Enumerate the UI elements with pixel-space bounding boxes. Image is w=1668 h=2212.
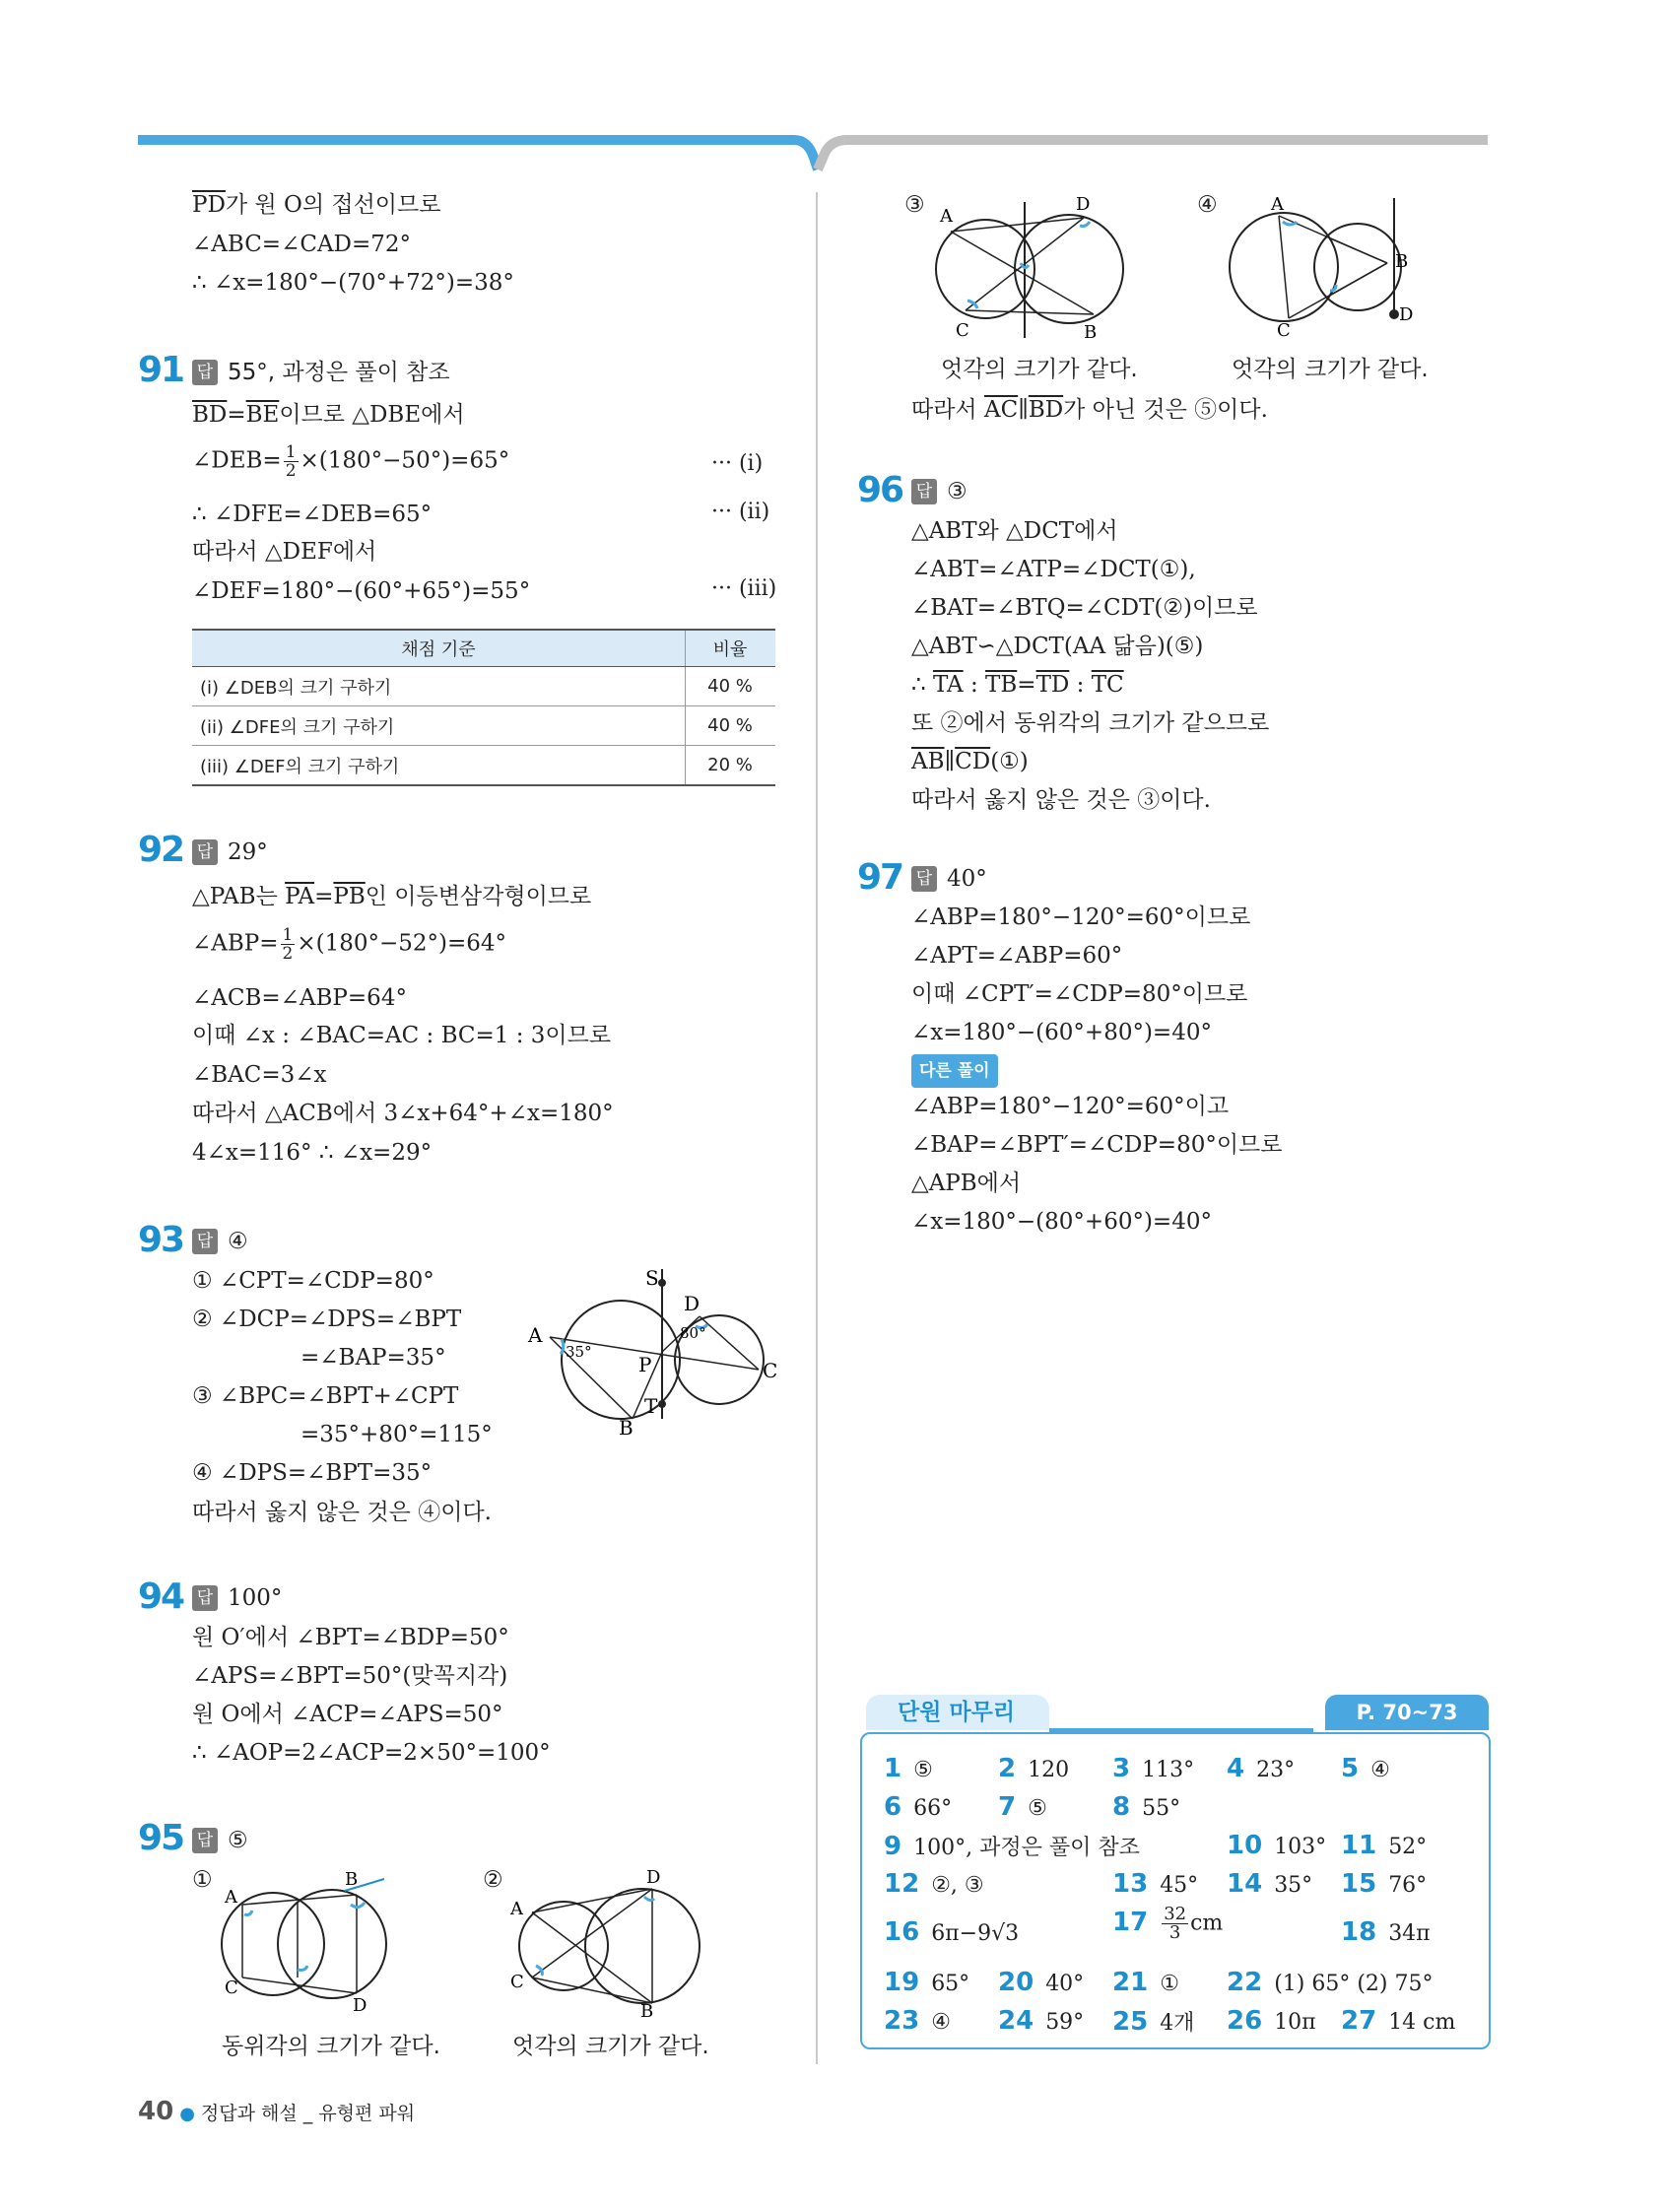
answer-badge: 답 [192, 839, 218, 865]
step-mark-3: ··· (iii) [711, 576, 777, 601]
p93-line-2: ② ∠DCP=∠DPS=∠BPT [192, 1307, 462, 1332]
p91-line-2: ∠DEB= $\frac{1}{2}$ ×(180°−50°)=65° [192, 442, 510, 481]
p94-line-4: ∴ ∠AOP=2∠ACP=2×50°=100° [192, 1740, 551, 1766]
p96-line-2: ∠ABT=∠ATP=∠DCT(①), [911, 557, 1196, 582]
summary-answer: 8 55° [1112, 1792, 1181, 1822]
problem-number-91: 91 [138, 350, 184, 390]
summary-answer: 6 66° [884, 1792, 953, 1822]
fig1-number: ① [192, 1867, 213, 1893]
svg-text:D: D [353, 1995, 367, 2016]
fig1-caption: 동위각의 크기가 같다. [222, 2034, 440, 2059]
fig-label-D: D [684, 1292, 701, 1315]
summary-answer: 24 59° [998, 2006, 1085, 2036]
table-header: 비율 [686, 630, 776, 667]
answer-badge: 답 [192, 360, 218, 385]
page-number: 40 [138, 2097, 174, 2126]
summary-answer: 20 40° [998, 1968, 1085, 1997]
answer-91: 답 55°, 과정은 풀이 참조 [192, 358, 450, 387]
svg-text:B: B [345, 1869, 359, 1890]
p94-line-1: 원 O′에서 ∠BPT=∠BDP=50° [192, 1625, 509, 1650]
summary-answer: 11 52° [1341, 1831, 1428, 1860]
grading-table [192, 629, 775, 786]
answer-92: 답 29° [192, 838, 268, 867]
problem-number-94: 94 [138, 1576, 184, 1617]
summary-answer: 2 120 [998, 1754, 1070, 1783]
svg-text:B: B [640, 2001, 654, 2022]
summary-answer: 17 $\frac{32}{3}$ cm [1112, 1904, 1224, 1943]
problem-number-96: 96 [857, 470, 903, 510]
problem-number-97: 97 [857, 857, 903, 898]
p97-line-5: ∠ABP=180°−120°=60°이고 [911, 1094, 1230, 1119]
figure-option-4 [1220, 192, 1446, 340]
summary-answer: 14 35° [1227, 1869, 1313, 1899]
summary-answer: 21 ① [1112, 1968, 1179, 1997]
p95-conclusion: 따라서 $\overline{AC}\parallel\overline{BD}$가 아닌 것은 ⑤이다. [911, 397, 1268, 423]
alt-solution-label: 다른 풀이 [911, 1054, 998, 1088]
p91-line-4: 따라서 △DEF에서 [192, 539, 377, 565]
p96-line-5: ∴ $\overline{TA}$ : $\overline{TB}=\overline{TD}$ : $\overline{TC}$ [911, 672, 1124, 698]
summary-answer: 4 23° [1227, 1754, 1296, 1783]
table-row: (iii) ∠DEF의 크기 구하기 20 % [192, 746, 775, 786]
p97-line-1: ∠ABP=180°−120°=60°이므로 [911, 905, 1251, 930]
p97-line-7: △APB에서 [911, 1171, 1022, 1196]
svg-text:B: B [1084, 322, 1098, 343]
table-row: (ii) ∠DFE의 크기 구하기 40 % [192, 706, 775, 746]
svg-text:D: D [1399, 304, 1414, 325]
step-mark-1: ··· (i) [711, 451, 764, 476]
fig2-number: ② [483, 1867, 503, 1893]
svg-text:C: C [225, 1977, 238, 1998]
answer-95: 답 ⑤ [192, 1826, 248, 1855]
top-line-2: ∠ABC=∠CAD=72° [192, 232, 412, 257]
p93-line-1: ① ∠CPT=∠CDP=80° [192, 1268, 434, 1294]
answer-93: 답 ④ [192, 1227, 248, 1256]
p92-line-2: ∠ABP= $\frac{1}{2}$ ×(180°−52°)=64° [192, 925, 507, 964]
summary-answer: 3 113° [1112, 1754, 1195, 1783]
p97-line-3: 이때 ∠CPT′=∠CDP=80°이므로 [911, 981, 1248, 1007]
p97-line-2: ∠APT=∠ABP=60° [911, 943, 1123, 969]
p93-line-7: 따라서 옳지 않은 것은 ④이다. [192, 1500, 492, 1525]
unit-summary-box [860, 1695, 1493, 2049]
answer-badge: 답 [192, 1229, 218, 1254]
top-line-3: ∴ ∠x=180°−(70°+72°)=38° [192, 270, 514, 296]
fig4-number: ④ [1197, 192, 1218, 218]
problem-number-93: 93 [138, 1220, 184, 1260]
fig-label-C: C [763, 1359, 778, 1382]
step-mark-2: ··· (ii) [711, 500, 770, 524]
unit-summary-title: 단원 마무리 [866, 1695, 1049, 1730]
summary-answer: 18 34π [1341, 1917, 1431, 1947]
p92-line-3: ∠ACB=∠ABP=64° [192, 985, 407, 1011]
answer-94: 답 100° [192, 1583, 282, 1613]
fig-angle-80: 80° [680, 1324, 706, 1342]
fig-label-P: P [638, 1353, 652, 1376]
summary-answer: 1 ⑤ [884, 1754, 933, 1783]
unit-summary-pages: P. 70~73 [1325, 1695, 1489, 1730]
p92-line-4: 이때 ∠x : ∠BAC=AC : BC=1 : 3이므로 [192, 1023, 612, 1048]
summary-answer: 19 65° [884, 1968, 970, 1997]
footer-text: 정답과 해설 _ 유형편 파워 [200, 2103, 416, 2124]
summary-answer: 23 ④ [884, 2006, 951, 2036]
summary-answer: 10 103° [1227, 1831, 1327, 1860]
figure-option-1 [219, 1867, 396, 2016]
bullet-icon: ● [179, 2104, 195, 2124]
p94-line-3: 원 O에서 ∠ACP=∠APS=50° [192, 1702, 503, 1727]
summary-answer: 7 ⑤ [998, 1792, 1047, 1822]
p92-line-6: 따라서 △ACB에서 3∠x+64°+∠x=180° [192, 1101, 614, 1126]
p96-line-8: 따라서 옳지 않은 것은 ③이다. [911, 787, 1211, 813]
svg-text:A: A [940, 206, 953, 227]
table-row: (i) ∠DEB의 크기 구하기 40 % [192, 667, 775, 706]
tangent-circles-figure [522, 1261, 788, 1439]
p94-line-2: ∠APS=∠BPT=50°(맞꼭지각) [192, 1663, 508, 1689]
summary-answer: 15 76° [1341, 1869, 1428, 1899]
answer-badge: 답 [192, 1585, 218, 1611]
svg-text:D: D [646, 1867, 661, 1888]
svg-text:A: A [510, 1899, 523, 1919]
column-divider [816, 192, 818, 2064]
svg-text:A: A [1271, 194, 1284, 215]
table-header: 채점 기준 [192, 630, 686, 667]
answer-badge: 답 [911, 479, 937, 504]
p91-line-1: $\overline{BD}=\overline{BE}$이므로 △DBE에서 [192, 402, 465, 428]
summary-answer: 26 10π [1227, 2006, 1316, 2036]
fig-label-S: S [645, 1266, 659, 1290]
fig-angle-35: 35° [566, 1343, 592, 1361]
p96-line-1: △ABT와 △DCT에서 [911, 518, 1118, 544]
svg-text:C: C [510, 1972, 524, 1992]
p97-line-6: ∠BAP=∠BPT′=∠CDP=80°이므로 [911, 1132, 1283, 1158]
p92-line-5: ∠BAC=3∠x [192, 1062, 327, 1088]
problem-number-95: 95 [138, 1818, 184, 1858]
figure-option-2 [504, 1867, 701, 2022]
svg-text:D: D [1076, 194, 1091, 215]
summary-answer: 27 14 cm [1341, 2006, 1456, 2036]
fig3-caption: 엇각의 크기가 같다. [941, 357, 1138, 382]
problem-number-92: 92 [138, 830, 184, 870]
top-line-1: $\overline{PD}$가 원 O의 접선이므로 [192, 192, 441, 218]
fig-label-A: A [528, 1323, 543, 1347]
p93-line-5: =35°+80°=115° [300, 1422, 493, 1447]
answer-97: 답 40° [911, 864, 987, 894]
summary-answer: 12 ②, ③ [884, 1869, 984, 1899]
fig-label-B: B [619, 1416, 634, 1440]
p96-line-4: △ABT∽△DCT(AA 닮음)(⑤) [911, 634, 1204, 659]
p92-line-1: △PAB는 $\overline{PA}=\overline{PB}$인 이등변삼각형이므로 [192, 884, 592, 909]
fig4-caption: 엇각의 크기가 같다. [1232, 357, 1429, 382]
answer-badge: 답 [192, 1828, 218, 1853]
p96-line-7: $\overline{AB}\parallel\overline{CD}(①)$ [911, 749, 1029, 774]
p92-line-7: 4∠x=116° ∴ ∠x=29° [192, 1140, 433, 1166]
p93-line-6: ④ ∠DPS=∠BPT=35° [192, 1460, 433, 1486]
p97-line-4: ∠x=180°−(60°+80°)=40° [911, 1020, 1212, 1045]
header-bar [0, 0, 1668, 197]
fig2-caption: 엇각의 크기가 같다. [512, 2034, 709, 2059]
p93-line-3: =∠BAP=35° [300, 1345, 446, 1371]
fig-label-T: T [644, 1394, 658, 1418]
p96-line-3: ∠BAT=∠BTQ=∠CDT(②)이므로 [911, 595, 1258, 621]
summary-answer: 13 45° [1112, 1869, 1199, 1899]
svg-text:C: C [956, 320, 969, 341]
figure-option-3 [926, 192, 1153, 343]
answer-96: 답 ③ [911, 477, 967, 506]
p91-line-5: ∠DEF=180°−(60°+65°)=55° [192, 578, 531, 604]
p93-line-4: ③ ∠BPC=∠BPT+∠CPT [192, 1383, 459, 1409]
p91-line-3: ∴ ∠DFE=∠DEB=65° [192, 502, 433, 527]
summary-answer: 5 ④ [1341, 1754, 1390, 1783]
svg-text:A: A [225, 1887, 237, 1908]
svg-text:B: B [1395, 251, 1409, 272]
summary-answer: 25 4개 [1112, 2007, 1195, 2037]
summary-answer: 9 100°, 과정은 풀이 참조 [884, 1832, 1140, 1861]
p97-line-8: ∠x=180°−(80°+60°)=40° [911, 1209, 1212, 1235]
summary-answer: 16 6π−9√3 [884, 1917, 1020, 1947]
page-footer [138, 2097, 415, 2126]
p96-line-6: 또 ②에서 동위각의 크기가 같으므로 [911, 710, 1270, 736]
svg-text:C: C [1277, 320, 1291, 341]
fig3-number: ③ [904, 192, 925, 218]
summary-answer: 22 (1) 65° (2) 75° [1227, 1968, 1434, 1997]
alt-solution-label-row [911, 1054, 998, 1088]
answer-badge: 답 [911, 866, 937, 892]
